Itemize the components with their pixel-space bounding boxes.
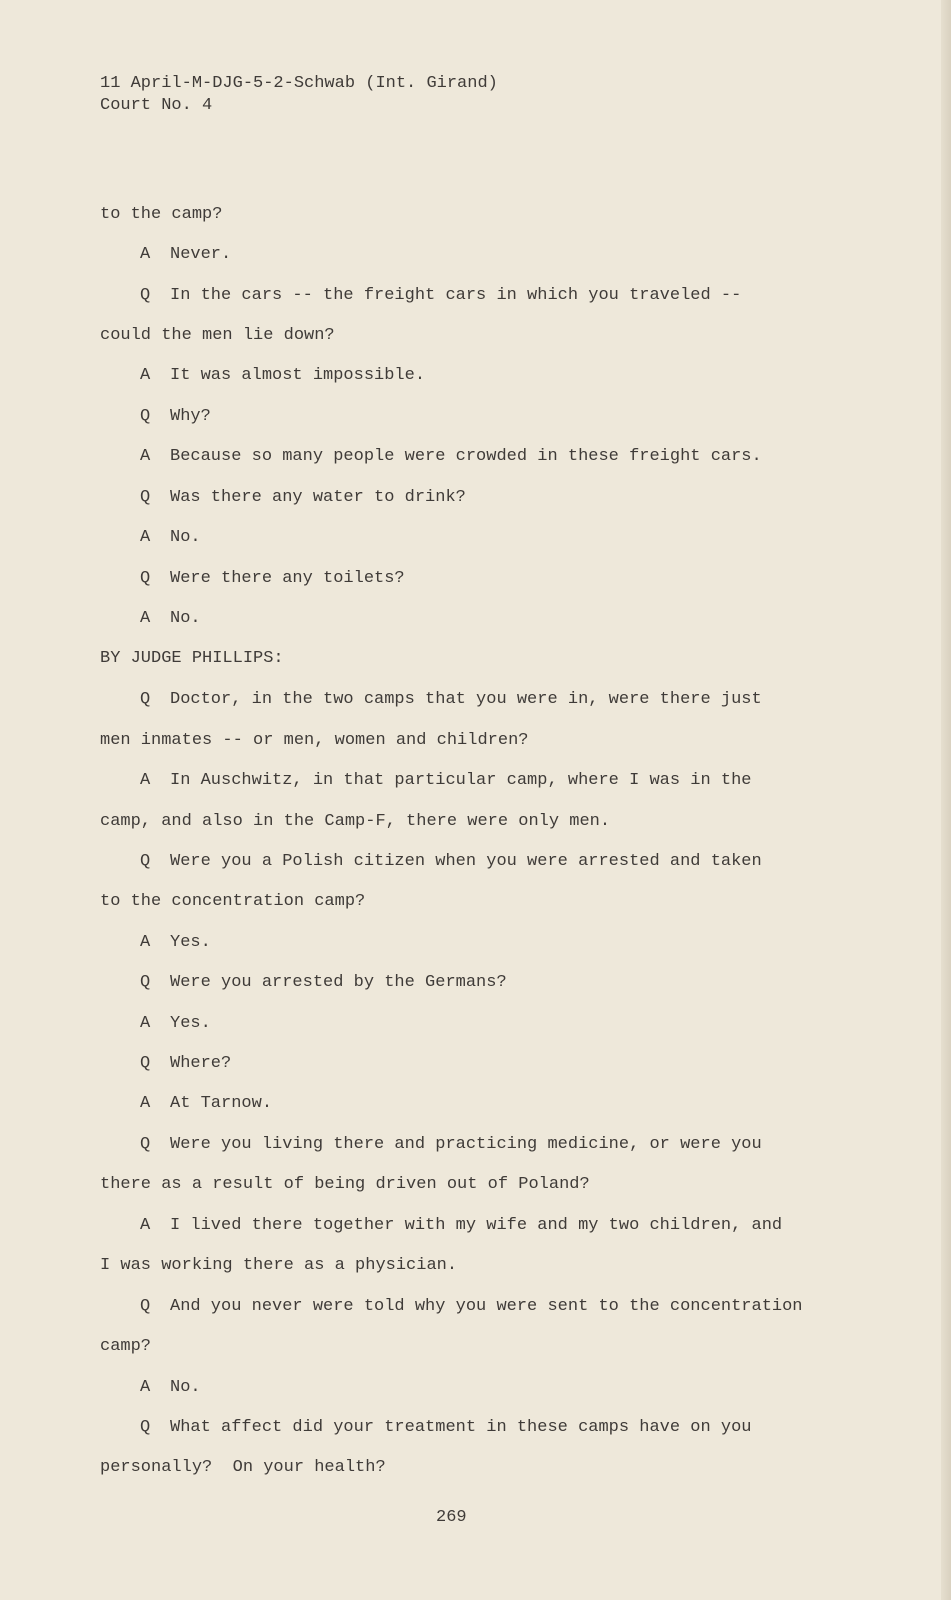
question-marker: Q xyxy=(140,488,151,507)
paper-edge xyxy=(941,0,951,1600)
question-line xyxy=(140,407,211,427)
answer-marker: A xyxy=(140,771,151,790)
answer-line xyxy=(140,1014,211,1034)
answer-marker: A xyxy=(140,1014,151,1033)
question-text: Doctor, in the two camps that you were in, were there just xyxy=(170,690,762,709)
question-line xyxy=(140,1418,752,1438)
question-marker: Q xyxy=(140,407,151,426)
answer-marker: A xyxy=(140,447,151,466)
question-line xyxy=(140,973,507,993)
text-line: there as a result of being driven out of Poland? xyxy=(100,1175,590,1194)
answer-marker: A xyxy=(140,1094,151,1113)
question-marker: Q xyxy=(140,690,151,709)
header-line-1: 11 April-M-DJG-5-2-Schwab (Int. Girand) xyxy=(100,74,498,93)
examiner-heading: BY JUDGE PHILLIPS: xyxy=(100,649,284,668)
answer-marker: A xyxy=(140,245,151,264)
question-line xyxy=(140,1135,762,1155)
answer-line xyxy=(140,609,201,629)
text-line: I was working there as a physician. xyxy=(100,1256,458,1275)
answer-text: Because so many people were crowded in these freight cars. xyxy=(170,447,762,466)
answer-line xyxy=(140,1094,272,1114)
text-line: could the men lie down? xyxy=(100,326,335,345)
question-text: Were you a Polish citizen when you were arrested and taken xyxy=(170,852,762,871)
answer-line xyxy=(140,366,425,386)
question-line xyxy=(140,488,466,508)
question-text: Were you arrested by the Germans? xyxy=(170,973,507,992)
answer-line xyxy=(140,245,231,265)
answer-text: At Tarnow. xyxy=(170,1094,273,1113)
answer-text: I lived there together with my wife and my two children, and xyxy=(170,1216,783,1235)
answer-line xyxy=(140,447,762,467)
question-marker: Q xyxy=(140,852,151,871)
answer-text: Never. xyxy=(170,245,232,264)
question-text: What affect did your treatment in these camps have on you xyxy=(170,1418,752,1437)
page-number: 269 xyxy=(436,1508,467,1527)
answer-marker: A xyxy=(140,528,151,547)
text-line: camp, and also in the Camp-F, there were only men. xyxy=(100,812,611,831)
question-text: Were you living there and practicing medicine, or were you xyxy=(170,1135,762,1154)
question-marker: Q xyxy=(140,569,151,588)
text-line: to the concentration camp? xyxy=(100,892,366,911)
question-marker: Q xyxy=(140,1418,151,1437)
answer-marker: A xyxy=(140,1378,151,1397)
answer-line xyxy=(140,771,752,791)
answer-marker: A xyxy=(140,933,151,952)
answer-text: No. xyxy=(170,528,201,547)
question-line xyxy=(140,1054,231,1074)
answer-marker: A xyxy=(140,366,151,385)
answer-line xyxy=(140,933,211,953)
answer-marker: A xyxy=(140,1216,151,1235)
question-line xyxy=(140,690,762,710)
question-text: Was there any water to drink? xyxy=(170,488,466,507)
question-line xyxy=(140,569,405,589)
text-line: camp? xyxy=(100,1337,152,1356)
question-text: Why? xyxy=(170,407,211,426)
question-marker: Q xyxy=(140,973,151,992)
answer-text: Yes. xyxy=(170,1014,211,1033)
answer-text: In Auschwitz, in that particular camp, where I was in the xyxy=(170,771,752,790)
answer-marker: A xyxy=(140,609,151,628)
answer-text: Yes. xyxy=(170,933,211,952)
question-marker: Q xyxy=(140,1297,151,1316)
question-text: In the cars -- the freight cars in which you traveled -- xyxy=(170,286,742,305)
text-line: personally? On your health? xyxy=(100,1458,386,1477)
question-text: And you never were told why you were sent to the concentration xyxy=(170,1297,803,1316)
answer-line xyxy=(140,1216,782,1236)
question-marker: Q xyxy=(140,1054,151,1073)
question-line xyxy=(140,1297,803,1317)
answer-text: No. xyxy=(170,609,201,628)
question-text: Where? xyxy=(170,1054,232,1073)
question-marker: Q xyxy=(140,286,151,305)
text-line: to the camp? xyxy=(100,205,223,224)
answer-line xyxy=(140,1378,201,1398)
answer-line xyxy=(140,528,201,548)
header-line-2: Court No. 4 xyxy=(100,96,213,115)
question-line xyxy=(140,852,762,872)
question-text: Were there any toilets? xyxy=(170,569,405,588)
text-line: men inmates -- or men, women and children? xyxy=(100,731,529,750)
question-marker: Q xyxy=(140,1135,151,1154)
question-line xyxy=(140,286,741,306)
answer-text: No. xyxy=(170,1378,201,1397)
answer-text: It was almost impossible. xyxy=(170,366,426,385)
